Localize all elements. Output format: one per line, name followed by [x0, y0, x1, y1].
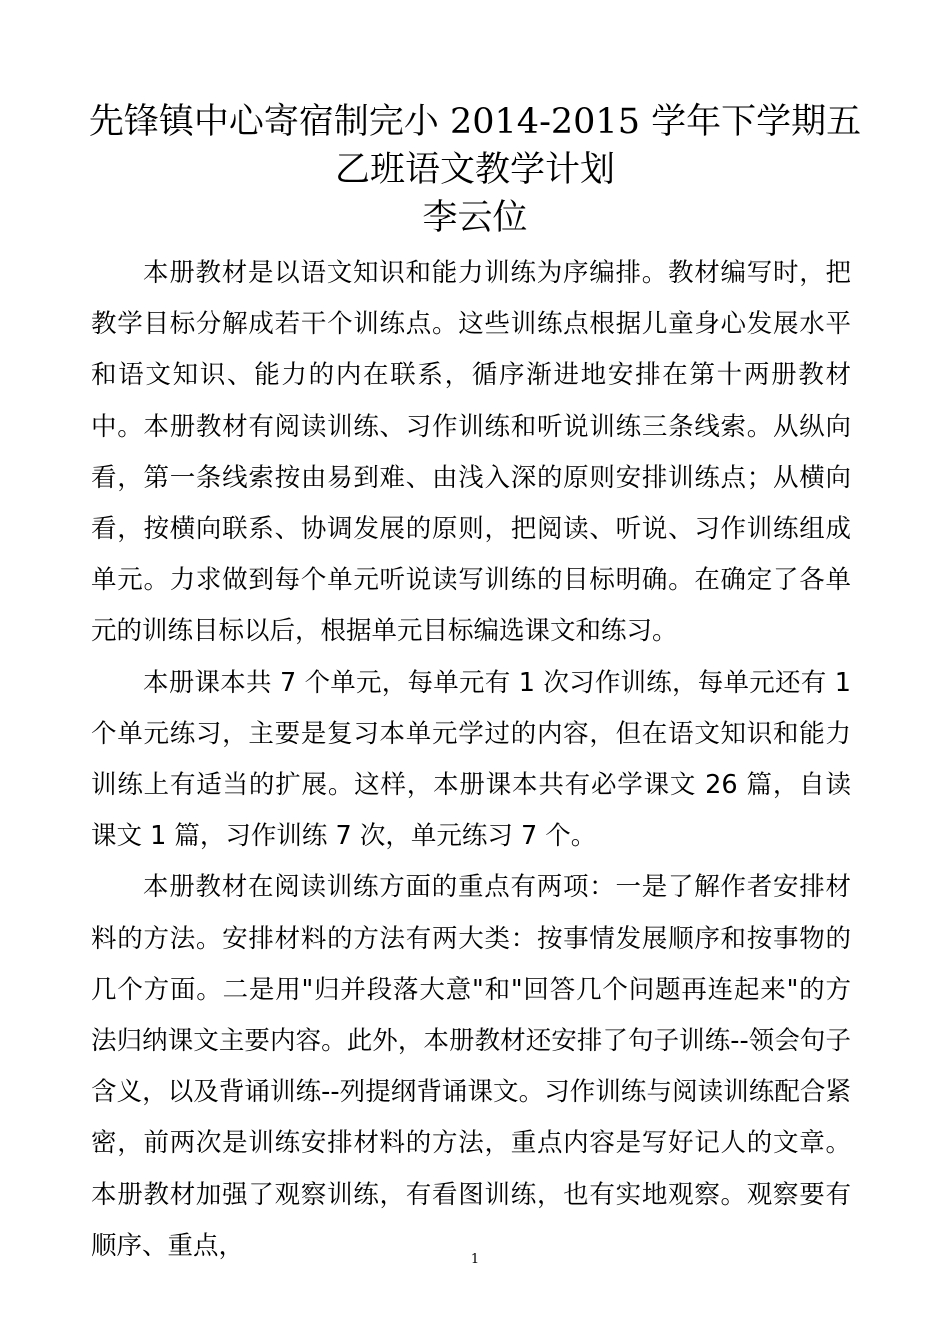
paragraph-3: 本册教材在阅读训练方面的重点有两项：一是了解作者安排材料的方法。安排材料的方法有两大类：按事情发展顺序和按事物的几个方面。二是用"归并段落大意"和"回答几个问题再连起来"的方法归纳课文主要内容。此外，本册教材还安排了句子训练--领会句子含义，以及背诵训练--列提纲背诵课文。习作训练与阅读训练配合紧密，前两次是训练安排材料的方法，重点内容是写好记人的文章。本册教材加强了观察训练，有看图训练，也有实地观察。观察要有顺序、重点， — [91, 872, 851, 1261]
page-number: 1 — [470, 1252, 480, 1267]
paragraph-2: 本册课本共 7 个单元，每单元有 1 次习作训练，每单元还有 1 个单元练习，主要是复习本单元学过的内容，但在语文知识和能力训练上有适当的扩展。这样，本册课本共有必学课文 26 篇，自读课文 1 篇，习作训练 7 次，单元练习 7 个。 — [91, 667, 851, 852]
document-title-line-1: 先锋镇中心寄宿制完小 2014-2015 学年下学期五 — [88, 102, 862, 142]
document-title-line-2: 乙班语文教学计划 — [334, 150, 615, 190]
paragraph-1: 本册教材是以语文知识和能力训练为序编排。教材编写时，把教学目标分解成若干个训练点。这些训练点根据儿童身心发展水平和语文知识、能力的内在联系，循序渐进地安排在第十两册教材中。本册教材有阅读训练、习作训练和听说训练三条线索。从纵向看，第一条线索按由易到难、由浅入深的原则安排训练点；从横向看，按横向联系、协调发展的原则，把阅读、听说、习作训练组成单元。力求做到每个单元听说读写训练的目标明确。在确定了各单元的训练目标以后，根据单元目标编选课文和练习。 — [91, 258, 851, 647]
document-body — [91, 248, 851, 1272]
author-name: 李云位 — [422, 198, 528, 238]
